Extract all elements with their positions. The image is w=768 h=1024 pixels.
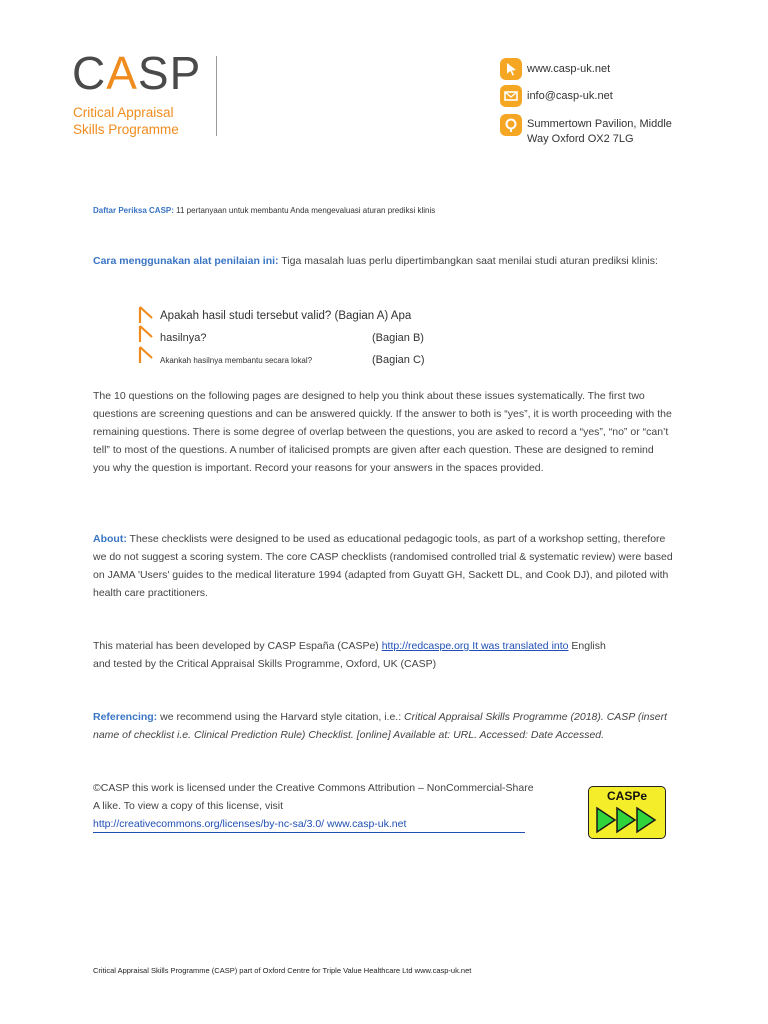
caspe-badge xyxy=(588,786,666,839)
about-paragraph xyxy=(93,530,673,602)
logo-divider xyxy=(216,56,217,136)
referencing-paragraph xyxy=(93,708,673,744)
email-link[interactable]: info@casp-uk.net xyxy=(527,90,613,102)
page-footer: Critical Appraisal Skills Programme (CASP) part of Oxford Centre for Triple Value Healthcare Ltd www.casp-uk.net xyxy=(93,966,472,975)
logo-letters-sp: SP xyxy=(137,47,202,99)
material-line1 xyxy=(93,637,673,655)
about-text: These checklists were designed to be used as educational pedagogic tools, as part of a workshop setting, therefore we do not suggest a scoring system. The core CASP checklists (randomised controlled trial & systematic review) were based on JAMA 'Users' guides to the medical literature 1994 (adapted from Guyatt GH, Sackett DL, and Cook DJ), and piloted with health care practitioners. xyxy=(93,533,673,599)
envelope-icon xyxy=(500,85,522,107)
location-pin-icon xyxy=(500,114,522,136)
website-link[interactable]: www.casp-uk.net xyxy=(527,63,611,75)
green-arrows-icon xyxy=(595,805,659,835)
howto-paragraph xyxy=(93,252,673,270)
license-line1: ©CASP this work is licensed under the Creative Commons Attribution – NonCommercial-Share xyxy=(93,782,534,794)
material-line2: and tested by the Critical Appraisal Skills Programme, Oxford, UK (CASP) xyxy=(93,658,437,670)
howto-text: Tiga masalah luas perlu dipertimbangkan saat menilai studi aturan prediksi klinis: xyxy=(278,255,658,267)
title-label: Daftar Periksa CASP: xyxy=(93,206,174,215)
material-text3: English xyxy=(568,640,606,652)
referencing-text: we recommend using the Harvard style citation, i.e.: xyxy=(157,711,405,723)
intro-paragraph: The 10 questions on the following pages are designed to help you think about these issues systematically. The first two questions are screening questions and can be answered quickly. If the answer to both is “yes”, it is worth proceeding with the remaining questions. There is some degree of overlap between the questions, you are asked to record a “yes”, “no” or “can’t tell” to most of the questions. A number of italicised prompts are given after each question. These are designed to remind you why the question is important. Record your reasons for your answers in the spaces provided. xyxy=(93,390,672,474)
about-label: About: xyxy=(93,533,127,545)
license-paragraph xyxy=(93,779,573,833)
referencing-label: Referencing: xyxy=(93,711,158,723)
caspe-label: CASPe xyxy=(606,789,647,803)
bullet-row-1: Apakah hasil studi tersebut valid? (Bagian A) Apa xyxy=(160,310,412,322)
material-text1: This material has been developed by CASP España (CASPe) xyxy=(93,640,382,652)
checklist-title xyxy=(93,206,435,215)
bullet-row-3: Akankah hasilnya membantu secara lokal? xyxy=(160,356,313,365)
logo-subtitle-line1: Critical Appraisal xyxy=(73,105,174,120)
license-link[interactable]: http://creativecommons.org/licenses/by-nc-sa/3.0/ www.casp-uk.net xyxy=(93,818,407,830)
redcaspe-link[interactable]: http://redcaspe.org xyxy=(381,640,470,652)
bullet-row-2: hasilnya? xyxy=(160,332,207,344)
license-line2: A like. To view a copy of this license, visit xyxy=(93,800,284,812)
referencing-citation: Critical Appraisal Skills Programme (2018). CASP (insert name of checklist i.e. Clinical Prediction Rule) Checklist. [online] Available at: URL. Accessed: Date Accessed. xyxy=(93,711,668,741)
casp-logo xyxy=(72,47,202,99)
material-paragraph xyxy=(93,637,673,673)
howto-label: Cara menggunakan alat penilaian ini: xyxy=(93,255,279,267)
logo-subtitle xyxy=(73,104,179,138)
bullet-row-2-part: (Bagian B) xyxy=(372,332,424,344)
arrow-bullet-icon xyxy=(138,346,154,364)
address-line1: Summertown Pavilion, Middle xyxy=(527,118,672,130)
arrow-bullet-icon xyxy=(138,306,154,324)
address-line2: Way Oxford OX2 7LG xyxy=(527,133,634,145)
cursor-icon xyxy=(500,58,522,80)
bullet-row-3-part: (Bagian C) xyxy=(372,354,425,366)
logo-subtitle-line2: Skills Programme xyxy=(73,122,179,137)
material-translated-text: It was translated into xyxy=(469,640,569,652)
license-link-wrap xyxy=(93,816,525,833)
logo-letter-c: C xyxy=(72,47,107,99)
title-text: 11 pertanyaan untuk membantu Anda mengevaluasi aturan prediksi klinis xyxy=(173,206,436,215)
logo-letter-a: A xyxy=(106,47,138,99)
arrow-bullet-icon xyxy=(138,325,154,343)
